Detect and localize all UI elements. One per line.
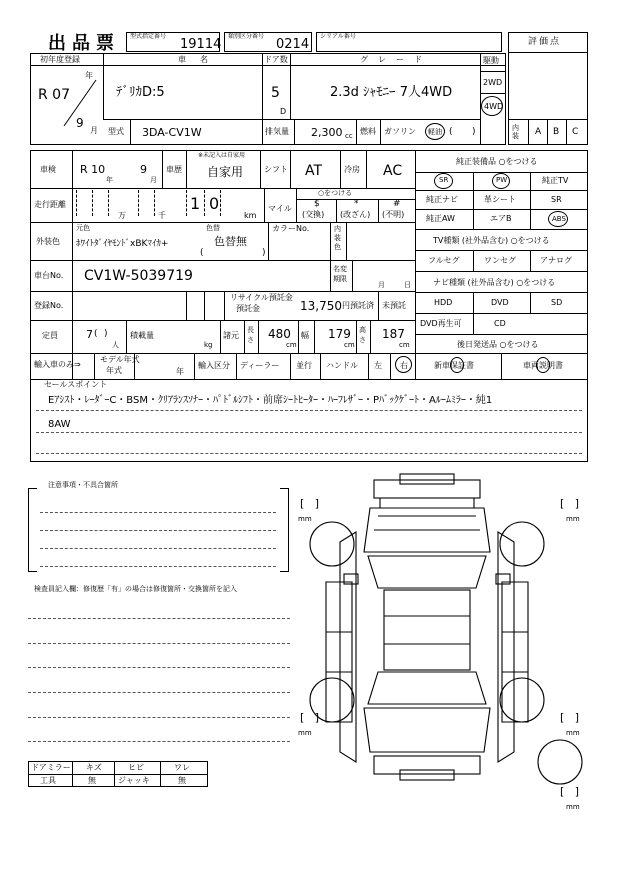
tire-rr-mm: mm	[566, 729, 580, 737]
meter-unknown-label: (不明)	[382, 210, 405, 219]
color-label: 外装色	[36, 237, 60, 246]
inspection-era: R 10	[80, 163, 106, 176]
fuel-label: 燃料	[360, 127, 376, 136]
fuel-diesel: 軽油	[428, 128, 442, 136]
mileage-label: 走行距離	[34, 200, 66, 209]
mileage-digit-2: 0	[209, 194, 220, 213]
navi-hdd: HDD	[434, 298, 453, 307]
navi-dvd: DVD	[491, 298, 509, 307]
interior-b: B	[553, 127, 560, 137]
meter-circle-note: ○をつける	[318, 189, 353, 197]
name-change-label: 名変期限	[333, 265, 347, 283]
parallel-label: 並行	[296, 361, 312, 370]
fuel-paren-close: )	[472, 127, 476, 137]
color-change-label: 色替	[206, 224, 220, 232]
meter-swap-label: (交換)	[302, 210, 325, 219]
color-value: ﾎﾜｲﾄﾀﾞｲﾔﾓﾝﾄﾞxBKﾏｲｶ+	[76, 239, 169, 249]
fuel-diesel-circle	[425, 123, 445, 140]
serial-label: シリアル番号	[320, 33, 356, 40]
history-value: 自家用	[207, 165, 244, 179]
evaluation-label: 評価点	[528, 37, 562, 47]
inspection-month: 9	[140, 163, 147, 176]
ac-label: 冷房	[344, 165, 360, 174]
model-year-label: モデル年式	[100, 355, 140, 364]
chassis-value: CV1W-5039719	[84, 268, 193, 284]
capacity-value: 7	[86, 328, 93, 341]
inspection-year-unit: 年	[106, 176, 113, 184]
handle-right-circle	[395, 356, 412, 373]
eq-pw-circle	[492, 173, 510, 189]
category-label: 類別区分番号	[228, 33, 265, 40]
tv-full: フルセグ	[428, 256, 460, 265]
interior-c: C	[572, 127, 579, 137]
legend-jack: ジャッキ	[118, 776, 150, 785]
mileage-sen: 千	[158, 211, 166, 220]
tv-title: TV種類 (社外品含む) ○をつける	[433, 236, 550, 245]
car-diagram	[290, 472, 600, 812]
eq-tv: 純正TV	[542, 176, 569, 185]
inspection-month-unit: 月	[150, 176, 157, 184]
mile-label: マイル	[268, 204, 292, 213]
tv-one: ワンセグ	[484, 256, 516, 265]
history-label: 車歴	[166, 165, 182, 174]
later-manual-circle	[536, 357, 550, 373]
legend-ware: ワレ	[174, 763, 190, 772]
tire-spare-mm: mm	[566, 803, 580, 811]
form-title: 出品票	[48, 33, 120, 54]
shift-value: AT	[305, 163, 323, 179]
inspector-label: 検査員記入欄：修復歴「有」の場合は修復箇所・交換箇所を記入	[34, 585, 237, 593]
sales-point-line2: 8AW	[48, 419, 71, 430]
height-label: 高さ	[359, 326, 366, 344]
eq-navi: 純正ナビ	[426, 195, 458, 204]
model-year-unit: 年	[176, 367, 184, 376]
legend-none-1: 無	[88, 776, 96, 785]
legend-tool: 工具	[40, 776, 56, 785]
reg-no-label: 登録No.	[34, 301, 64, 310]
eq-sr-circled: SR	[439, 176, 449, 184]
load-unit: kg	[204, 341, 213, 349]
displacement-label: 排気量	[265, 127, 289, 136]
tv-analog: アナログ	[540, 256, 572, 265]
recycle-label: リサイクル預託金	[230, 293, 293, 302]
eq-aw: 純正AW	[426, 214, 455, 223]
inspection-label: 車検	[40, 165, 56, 174]
legend-crack: ヒビ	[128, 763, 144, 772]
meter-swap-mark: $	[314, 199, 320, 209]
length-label: 長さ	[247, 326, 254, 344]
displacement-unit: cc	[345, 132, 353, 140]
shift-label: シフト	[264, 165, 288, 174]
doors-value: 5	[271, 85, 280, 101]
dims-label: 諸元	[223, 331, 239, 340]
meter-tamper-mark: *	[354, 199, 359, 209]
import-class-label: 輸入区分	[198, 361, 230, 370]
color-change-value: 色替無	[214, 235, 247, 248]
fuel-paren-open: (	[449, 127, 453, 137]
navi-sd: SD	[551, 298, 563, 307]
eq-leather: 革シート	[484, 195, 516, 204]
eq-sr-circle	[434, 173, 453, 189]
capacity-label: 定員	[42, 331, 58, 340]
drive-4wd: 4WD	[484, 102, 504, 111]
recycle-unpaid: 未預託	[382, 301, 406, 310]
doors-label: ドア数	[264, 55, 288, 64]
sales-point-block	[30, 380, 588, 462]
import-label: 輸入車のみ⇒	[34, 360, 81, 369]
equipment-title: 純正装備品 ○をつける	[456, 157, 538, 166]
width-value: 179	[328, 327, 351, 341]
grade-label: グレード	[360, 55, 432, 64]
legend-none-2: 無	[178, 776, 186, 785]
handle-left: 左	[374, 361, 382, 370]
mileage-unit: km	[244, 211, 257, 220]
car-name-value: ﾃﾞﾘｶD:5	[116, 85, 165, 100]
ac-value: AC	[383, 163, 403, 179]
tire-fl-mm: mm	[298, 515, 312, 523]
tire-rl-mm: mm	[298, 729, 312, 737]
first-reg-year-unit: 年	[85, 71, 93, 80]
height-value: 187	[382, 327, 405, 341]
dealer-label: ディーラー	[240, 361, 280, 370]
meter-unknown-mark: #	[393, 199, 401, 209]
width-unit: cm	[344, 341, 355, 349]
color-orig-label: 元色	[76, 224, 90, 232]
drive-label: 駆動	[483, 56, 499, 65]
name-change-month: 月	[378, 281, 385, 289]
mileage-digits	[76, 190, 266, 220]
legend-scratch: キズ	[86, 763, 102, 772]
later-warranty: 新車保証書	[434, 361, 474, 370]
length-unit: cm	[286, 341, 297, 349]
capacity-unit: 人	[112, 341, 119, 349]
mileage-digit-1: 1	[190, 194, 201, 213]
sales-point-label: セールスポイント	[44, 380, 108, 389]
load-label: 積載量	[130, 331, 154, 340]
eq-airbag: エアB	[490, 214, 512, 223]
eq-abs: ABS	[552, 215, 566, 223]
capacity-paren-open: (	[94, 329, 98, 339]
fuel-gasoline: ガソリン	[384, 127, 416, 136]
first-reg-month-unit: 月	[90, 126, 98, 135]
type-cert-label: 型式指定番号	[130, 33, 167, 40]
navi-title: ナビ種類 (社外品含む) ○をつける	[433, 278, 556, 287]
capacity-paren-close: )	[104, 329, 108, 339]
sales-point-line1: Eｱｼｽﾄ・ﾚｰﾀﾞｰC・BSM・ｸﾘｱﾗﾝｽｿﾅｰ・ﾊﾟﾄﾞﾙｼﾌﾄ・前席ｼｰﾄﾋｰﾀｰ・ﾊｰﾌﾚｻﾞｰ・Pﾊﾞｯｸｹﾞｰﾄ・Aﾙｰﾑﾐﾗｰ・純1	[48, 395, 493, 406]
interior-a: A	[535, 127, 542, 137]
later-title: 後日発送品 ○をつける	[457, 340, 539, 349]
model-label: 型式	[108, 127, 124, 136]
interior-label: 内装	[512, 124, 519, 140]
car-name-label: 車名	[178, 55, 222, 64]
drive-2wd: 2WD	[483, 78, 503, 87]
legend-door-mirror: ドアミラー	[31, 763, 71, 772]
first-reg-label: 初年度登録	[40, 55, 80, 64]
grade-value: 2.3d ｼｬﾓﾆｰ 7人4WD	[330, 85, 453, 100]
height-unit: cm	[399, 341, 410, 349]
recycle-value: 13,750	[300, 299, 342, 313]
tire-fr-mm: mm	[566, 515, 580, 523]
notes-label: 注意事項・不具合箇所	[48, 481, 118, 489]
doors-type: D	[280, 107, 287, 116]
history-note: ※未記入は自家用	[198, 152, 246, 159]
handle-right: 右	[400, 361, 408, 370]
interior-color-label: 内装色	[334, 225, 341, 251]
later-manual: 車両説明書	[523, 361, 563, 370]
first-reg-era: R 07	[38, 87, 70, 103]
width-label: 幅	[301, 331, 309, 340]
model-value: 3DA-CV1W	[142, 126, 202, 139]
meter-tamper-label: (改ざん)	[340, 210, 371, 219]
length-value: 480	[268, 327, 291, 341]
navi-dvd-play: DVD再生可	[420, 319, 462, 328]
type-cert-value: 19114	[180, 37, 222, 52]
later-warranty-circle	[450, 357, 464, 373]
drive-4wd-circle	[481, 96, 503, 116]
recycle-status: 円預託済	[342, 301, 374, 310]
eq-pw: PW	[496, 176, 508, 184]
handle-label: ハンドル	[326, 361, 358, 370]
first-reg-month: 9	[76, 116, 84, 130]
category-value: 0214	[276, 37, 310, 52]
name-change-day: 日	[404, 281, 411, 289]
mileage-man: 万	[118, 211, 126, 220]
displacement-value: 2,300	[311, 126, 343, 139]
eq-sr: SR	[551, 195, 562, 204]
chassis-label: 車台No.	[34, 271, 64, 280]
color-no-label: カラーNo.	[272, 224, 310, 233]
navi-cd: CD	[494, 319, 506, 328]
eq-abs-circle	[548, 211, 568, 227]
